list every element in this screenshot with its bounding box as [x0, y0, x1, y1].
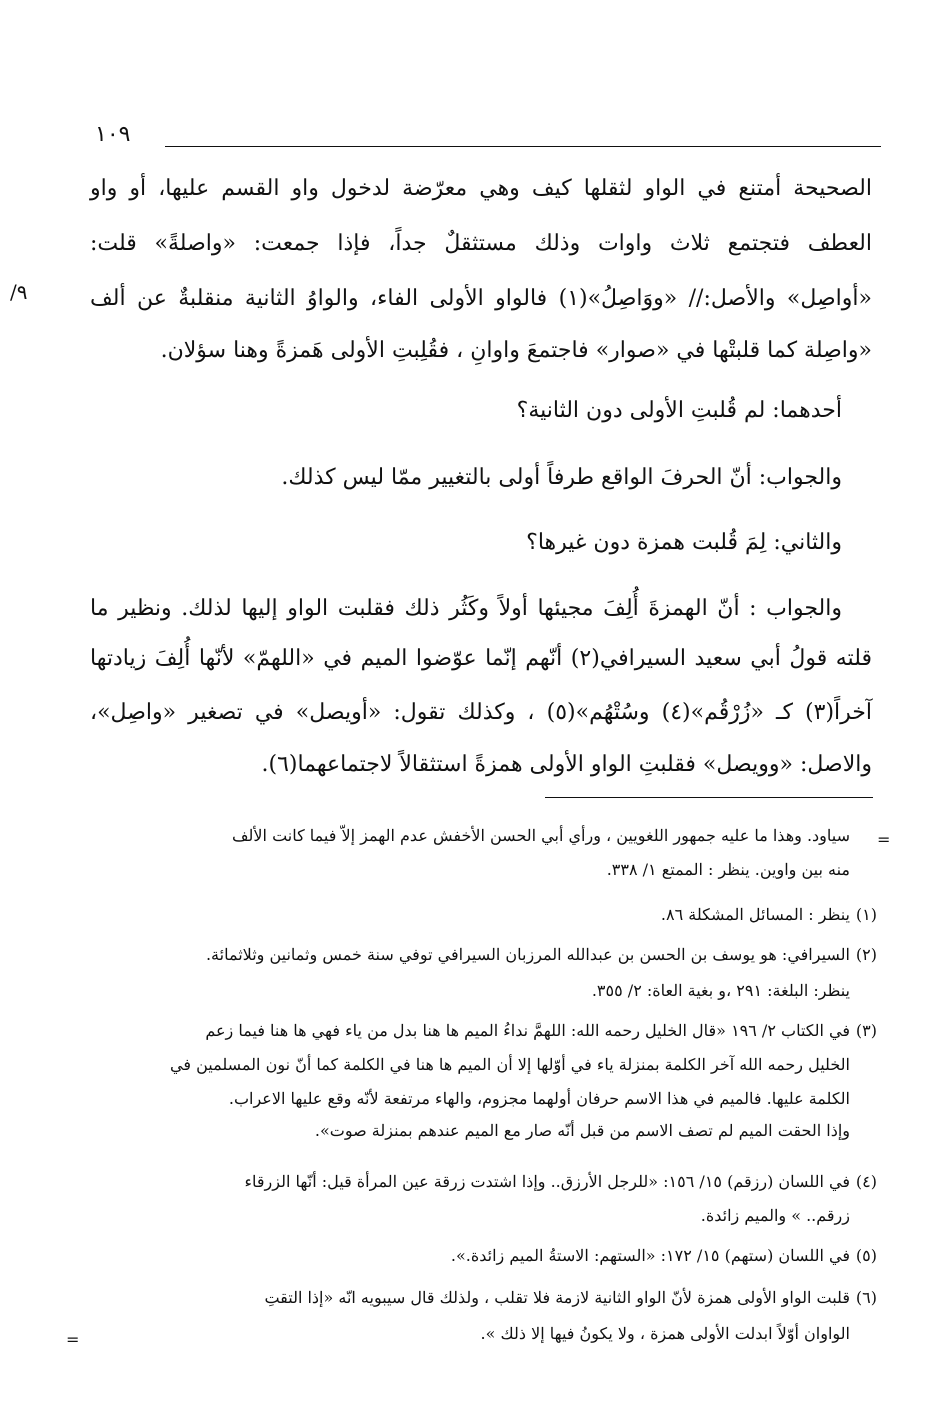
footnote-line: الكلمة عليها. فالميم في هذا الاسم حرفان أولهما مجزوم، والهاء مرتفعة لأنّه وقع عليها الاعراب. [228, 1089, 850, 1108]
footnote-number: (٢) [855, 945, 877, 964]
footnote-line: الخليل رحمه الله آخر الكلمة بمنزلة ياء في أوّلها إلا أن الميم ها هنا في الكلمة كما أنّ نون المسلمين في [170, 1055, 850, 1074]
footnote-number: (٤) [855, 1172, 877, 1191]
question-1: أحدهما: لم قُلبتِ الأولى دون الثانية؟ [516, 398, 842, 423]
footnote-line: زرقم.. » والميم زائدة. [700, 1206, 850, 1225]
footnote-number: (٥) [855, 1246, 877, 1265]
body-line: والجواب : أنّ الهمزةَ أُلِفَ مجيئها أولاً وكَثُر ذلك فقلبت الواو إليها لذلك. ونظير ما [90, 596, 842, 621]
footnote-number: (٣) [855, 1021, 877, 1040]
footnote-line: ينظر: البلغة: ٢٩١ ،و بغية العاة: ٢/ ٣٥٥. [591, 981, 850, 1000]
body-line: الصحيحة أمتنع في الواو لثقلها كيف وهي معرّضة لدخول واو القسم عليها، أو واو [90, 176, 872, 201]
body-line: العطف فتجتمع ثلاث واوات وذلك مستثقلٌ جداً، فإذا جمعت: «واصلةً» قلت: [90, 231, 872, 256]
footnote-rule [545, 797, 873, 798]
question-2: والثاني: لِمَ قُلبت همزة دون غيرها؟ [526, 530, 842, 555]
footnote-number: (١) [855, 905, 877, 924]
answer-1: والجواب: أنّ الحرفَ الواقع طرفاً أولى بالتغيير ممّا ليس كذلك. [281, 465, 842, 490]
footnote-line: في اللسان (ستهم) ١٥/ ١٧٢: «الستهم: الاستةُ الميم زائدة.». [450, 1246, 850, 1265]
footnote-line: الواوان أوّلاً ابدلت الأولى همزة ، ولا يكونُ فيها إلا ذلك ». [480, 1324, 850, 1343]
body-line: «واصِلة كما قلبتْها في «صوار» فاجتمعَ واوانِ ، فقُلِبتِ الأولى هَمزةً وهنا سؤلان. [160, 338, 872, 363]
footnote-line: قلبت الواو الأولى همزة لأنّ الواو الثانية لازمة فلا تقلب ، ولذلك قال سيبويه انّه «إذا التقتِ [264, 1288, 850, 1307]
main-text [90, 0, 872, 800]
footnote-line: في الكتاب ٢/ ١٩٦ «قال الخليل رحمه الله: اللهمَّ نداءُ الميم ها هنا بدل من ياء فهي ها هنا فيما زعم [205, 1021, 850, 1040]
body-line: قلته قولُ أبي سعيد السيرافي(٢) أنّهم إنّما عوّضوا الميم في «اللهمّ» لأنّها أُلِفَ زيادتها [90, 646, 872, 671]
end-mark: = [66, 1330, 80, 1349]
page-number: ١٠٩ [95, 122, 131, 147]
body-line: والاصل: «وويصل» فقلبتِ الواو الأولى همزةً استثقالاً لاجتماعهما(٦). [261, 752, 872, 777]
footnote-line: منه بين واوين. ينظر : الممتع ١/ ٣٣٨. [606, 860, 850, 879]
continuation-mark: = [877, 830, 891, 849]
footnote-line: ينظر : المسائل المشكلة ٨٦. [660, 905, 850, 924]
footnote-number: (٦) [855, 1288, 877, 1307]
footnote-line: السيرافي: هو يوسف بن الحسن بن عبدالله المرزبان السيرافي توفي سنة خمس وثمانين وثلاثمائة. [205, 945, 850, 964]
body-line: «أواصِل» والأصل:// «ووَاصِلُ»(١) فالواو الأولى الفاء، والواوُ الثانية منقلبةٌ عن ألف [90, 286, 872, 311]
footnote-line: وإذا الحقت الميم لم تصف الاسم من قبل أنّه صار مع الميم عندهم بمنزلة صوت». [314, 1121, 850, 1140]
body-line: آخراً(٣) كـ «زُرْقُم»(٤) وسُتْهُم»(٥) ، وكذلك تقول: «أويصل» في تصغير «واصِل»، [90, 700, 872, 725]
footnote-line: سياود. وهذا ما عليه جمهور اللغويين ، ورأي أبي الحسن الأخفش عدم الهمز إلاّ فيما كانت الألف [231, 826, 850, 845]
margin-reference: /٩ [10, 280, 28, 304]
footnote-line: في اللسان (رزقم) ١٥/ ١٥٦: «للرجل الأرزق.. وإذا اشتدت زرقة عين المرأة قيل: أنّها الزرقاء [244, 1172, 850, 1191]
